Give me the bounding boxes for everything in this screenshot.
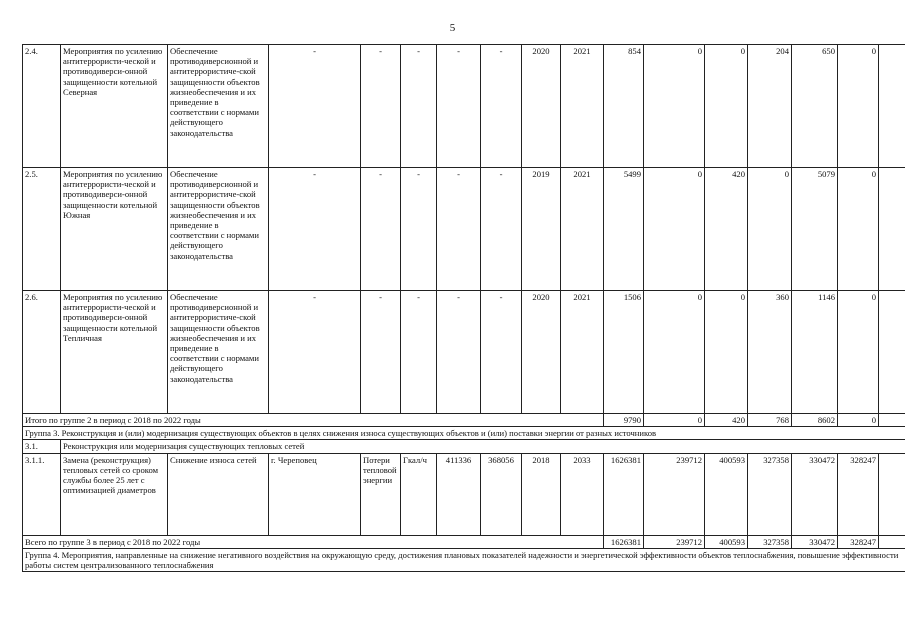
measure-name: Замена (реконструкция) тепловых сетей со сроком службы более 25 лет с оптимизацией диаметров [61, 453, 168, 535]
cell-dash: - [269, 45, 361, 168]
cell-dash: - [481, 291, 522, 414]
measure-purpose: Снижение износа сетей [168, 453, 269, 535]
cost-y3: 204 [748, 45, 792, 168]
total-cost: 1626381 [604, 453, 644, 535]
total-cost: 1506 [604, 291, 644, 414]
empty-cell [879, 453, 905, 535]
cell-dash: - [361, 168, 401, 291]
cost-y2: 400593 [705, 535, 748, 548]
empty-cell [879, 535, 905, 548]
group2-total-label: Итого по группе 2 в период с 2018 по 2022 годы [23, 414, 604, 427]
empty-cell [879, 414, 905, 427]
total-cost: 5499 [604, 168, 644, 291]
total-cost: 9790 [604, 414, 644, 427]
cell-dash: - [269, 168, 361, 291]
measure-purpose: Обеспечение противодиверсионной и антитеррористиче-ской защищенности объектов жизнеобеспечения и их приведение в соответствии с нормами действующего законодательства [168, 45, 269, 168]
cost-y2: 0 [705, 291, 748, 414]
page-number: 5 [449, 22, 456, 34]
cost-y3: 327358 [748, 535, 792, 548]
cell-dash: - [481, 168, 522, 291]
value-before: 411336 [437, 453, 481, 535]
cost-y4: 8602 [792, 414, 838, 427]
measure-purpose: Обеспечение противодиверсионной и антитеррористиче-ской защищенности объектов жизнеобеспечения и их приведение в соответствии с нормами действующего законодательства [168, 168, 269, 291]
cost-y2: 400593 [705, 453, 748, 535]
start-year: 2020 [522, 45, 561, 168]
cost-y4: 5079 [792, 168, 838, 291]
measure-name: Мероприятия по усилению антитеррористи-ческой и противодиверси-онной защищенности котельной Тепличная [61, 291, 168, 414]
group3-total-row [23, 535, 905, 548]
end-year: 2021 [561, 45, 604, 168]
cost-y5: 0 [838, 291, 879, 414]
cost-y4: 330472 [792, 535, 838, 548]
cost-y5: 328247 [838, 535, 879, 548]
cost-y4: 1146 [792, 291, 838, 414]
group3-header-row [23, 427, 905, 440]
group4-header: Группа 4. Мероприятия, направленные на снижение негативного воздействия на окружающую среду, достижения плановых показателей надежности и энергетической эффективности объектов теплоснабжения, повышение эффективности работы систем централизованного теплоснабжения [23, 548, 905, 571]
section-label: Реконструкция или модернизация существующих тепловых сетей [61, 440, 905, 453]
group2-total-row [23, 414, 905, 427]
cost-y5: 0 [838, 414, 879, 427]
cost-y1: 0 [644, 414, 705, 427]
start-year: 2020 [522, 291, 561, 414]
cost-y3: 360 [748, 291, 792, 414]
cell-dash: - [437, 168, 481, 291]
cell-dash: - [481, 45, 522, 168]
cost-y2: 420 [705, 414, 748, 427]
cost-y5: 0 [838, 168, 879, 291]
section-3-1-row [23, 440, 905, 453]
cell-dash: - [437, 45, 481, 168]
investment-program-table [22, 44, 905, 572]
cell-dash: - [269, 291, 361, 414]
end-year: 2021 [561, 291, 604, 414]
group4-header-row [23, 548, 905, 571]
total-cost: 854 [604, 45, 644, 168]
location: г. Череповец [269, 453, 361, 535]
cost-y3: 0 [748, 168, 792, 291]
table-row-2-5 [23, 168, 905, 291]
cell-dash: - [401, 168, 437, 291]
cost-y5: 0 [838, 45, 879, 168]
start-year: 2019 [522, 168, 561, 291]
cost-y1: 0 [644, 45, 705, 168]
measure-name: Мероприятия по усилению антитеррористи-ческой и противодиверси-онной защищенности котельной Северная [61, 45, 168, 168]
cell-dash: - [401, 291, 437, 414]
cost-y2: 420 [705, 168, 748, 291]
indicator: Потери тепловой энергии [361, 453, 401, 535]
cost-y2: 0 [705, 45, 748, 168]
cell-dash: - [361, 45, 401, 168]
row-number: 2.6. [23, 291, 61, 414]
table-row-2-4 [23, 45, 905, 168]
group3-total-label: Всего по группе 3 в период с 2018 по 2022 годы [23, 535, 604, 548]
row-number: 3.1.1. [23, 453, 61, 535]
empty-cell [879, 45, 905, 168]
cost-y5: 328247 [838, 453, 879, 535]
cell-dash: - [437, 291, 481, 414]
end-year: 2021 [561, 168, 604, 291]
cost-y1: 239712 [644, 453, 705, 535]
group3-header: Группа 3. Реконструкция и (или) модернизация существующих объектов в целях снижения износа существующих объектов и (или) поставки энергии от разных источников [23, 427, 905, 440]
measure-purpose: Обеспечение противодиверсионной и антитеррористиче-ской защищенности объектов жизнеобеспечения и их приведение в соответствии с нормами действующего законодательства [168, 291, 269, 414]
measure-name: Мероприятия по усилению антитеррористи-ческой и противодиверси-онной защищенности котельной Южная [61, 168, 168, 291]
table-row-2-6 [23, 291, 905, 414]
unit: Гкал/ч [401, 453, 437, 535]
cost-y1: 239712 [644, 535, 705, 548]
value-after: 368056 [481, 453, 522, 535]
total-cost: 1626381 [604, 535, 644, 548]
cell-dash: - [361, 291, 401, 414]
cost-y3: 327358 [748, 453, 792, 535]
table-row-3-1-1 [23, 453, 905, 535]
row-number: 2.4. [23, 45, 61, 168]
cost-y4: 650 [792, 45, 838, 168]
cost-y1: 0 [644, 291, 705, 414]
cost-y4: 330472 [792, 453, 838, 535]
section-number: 3.1. [23, 440, 61, 453]
start-year: 2018 [522, 453, 561, 535]
cost-y1: 0 [644, 168, 705, 291]
empty-cell [879, 291, 905, 414]
row-number: 2.5. [23, 168, 61, 291]
cost-y3: 768 [748, 414, 792, 427]
empty-cell [879, 168, 905, 291]
end-year: 2033 [561, 453, 604, 535]
cell-dash: - [401, 45, 437, 168]
